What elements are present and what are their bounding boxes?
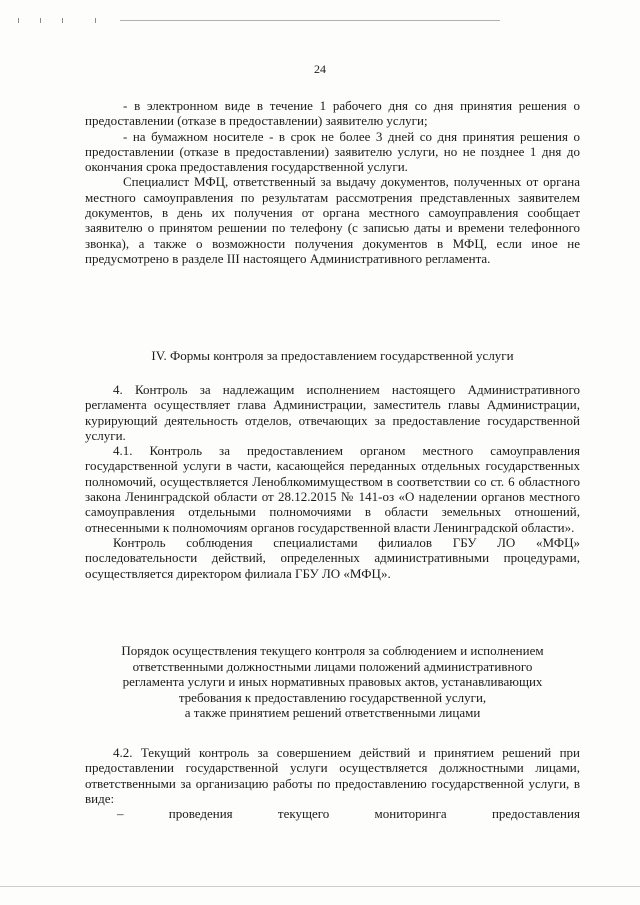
block-title-line: а также принятием решений ответственными лицами xyxy=(184,705,481,721)
page-number: 24 xyxy=(314,62,326,76)
list-item-monitoring xyxy=(85,806,580,821)
section-iv xyxy=(85,348,580,363)
scan-line-bottom xyxy=(0,886,640,887)
scan-line-top xyxy=(120,20,500,21)
word: проведения xyxy=(168,806,233,822)
scan-tick xyxy=(62,18,63,23)
scan-tick xyxy=(95,18,96,23)
paragraph-paper: - на бумажном носителе - в срок не более 3 дней со дня принятия решения о предоставлении (отказе в предоставлении) заявителю услуги, но не позднее 1 дня до окончания срока предоставления государственной услуги. xyxy=(85,128,580,175)
paragraph-mfc-control: Контроль соблюдения специалистами филиалов ГБУ ЛО «МФЦ» последовательности действий, определенных административными процедурами, осуществляется директором филиала ГБУ ЛО «МФЦ». xyxy=(85,534,580,581)
block-title-line: регламента услуги и иных нормативных правовых актов, устанавливающих xyxy=(122,674,543,690)
paragraph-electronic: - в электронном виде в течение 1 рабочего дня со дня принятия решения о предоставлении (отказе в предоставлении) заявителю услуги; xyxy=(85,98,580,129)
dash: – xyxy=(117,806,124,822)
document-body xyxy=(85,98,580,266)
paragraph-4-1: 4.1. Контроль за предоставлением органом местного самоуправления государственной услуги в части, касающейся переданных отдельных государственных полномочий, осуществляется Леноблкомимуществом в соответствии со ст. 6 областного закона Ленинградской области от 28.12.2015 № 141-оз «О наделении органов местного самоуправления отдельными полномочиями в области земельных отношений, отнесенными к полномочиям органов государственной власти Ленинградской области». xyxy=(85,443,580,535)
paragraph-mfc-specialist: Специалист МФЦ, ответственный за выдачу документов, полученных от органа местного самоуправления по результатам рассмотрения представленных заявителем документов, в день их получения от органа местного самоуправления сообщает заявителю о принятом решении по телефону (с записью даты и времени телефонного звонка), а также о возможности получения документов в МФЦ, если иное не предусмотрено в разделе III настоящего Административного регламента. xyxy=(85,174,580,266)
scan-tick xyxy=(40,18,41,23)
block-title-line: требования к предоставлению государственной услуги, xyxy=(178,689,487,705)
block-title-line: ответственными должностными лицами положений административного xyxy=(132,658,533,674)
scan-tick xyxy=(18,18,19,23)
block-title-line: Порядок осуществления текущего контроля за соблюдением и исполнением xyxy=(121,643,544,658)
section-iv-body xyxy=(85,382,580,581)
current-control-block xyxy=(85,643,580,721)
paragraph-4: 4. Контроль за надлежащим исполнением настоящего Административного регламента осуществляет глава Администрации, заместитель главы Администрации, курирующий деятельность отделов, отвечающих за предоставление государственной услуги. xyxy=(85,382,580,443)
section-iv-title: IV. Формы контроля за предоставлением государственной услуги xyxy=(151,348,514,363)
word: текущего xyxy=(277,806,330,822)
paragraph-4-2: 4.2. Текущий контроль за совершением действий и принятием решений при предоставлении государственной услуги осуществляется должностными лицами, ответственными за организацию работы по предоставлению государственной услуги, в виде: xyxy=(85,745,580,806)
word: предоставления xyxy=(491,806,580,822)
word: мониторинга xyxy=(374,806,447,822)
paragraph-4-2-block xyxy=(85,745,580,821)
